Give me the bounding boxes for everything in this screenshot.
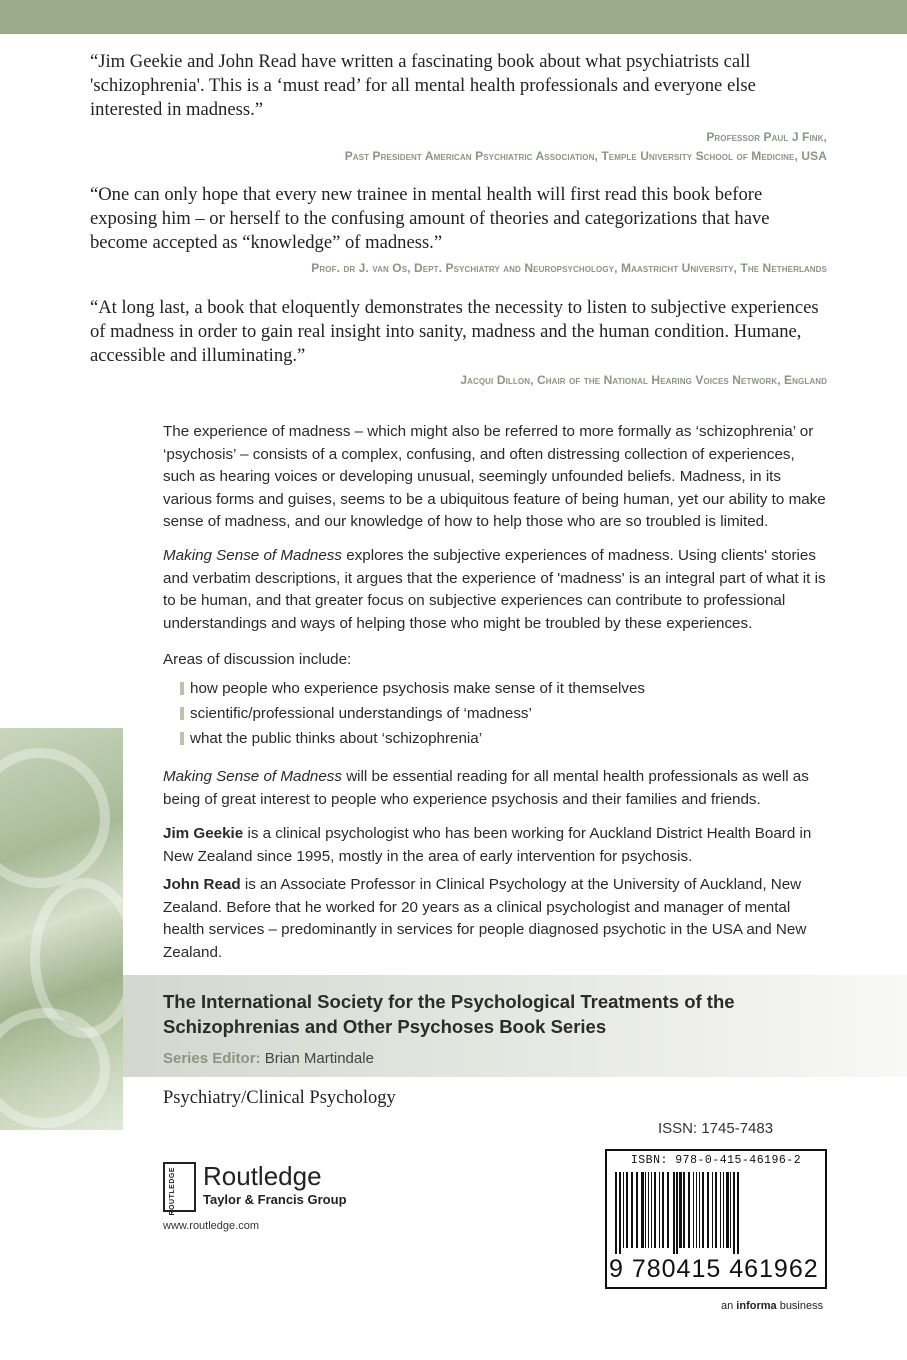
barcode-bar: [723, 1172, 724, 1248]
book-title-italic: Making Sense of Madness: [163, 768, 342, 785]
barcode-bars: [613, 1172, 821, 1254]
list-item: scientific/professional understandings of ‘madness’: [180, 701, 645, 726]
publisher-website: www.routledge.com: [163, 1220, 259, 1232]
top-color-band: [0, 0, 907, 34]
author-bio-2: John Read is an Associate Professor in Clinical Psychology at the University of Auckland, New Zealand. Before that he worked for 20 years as a clinical psychologist and manager of mental health services – predominantly in services for people diagnosed psychotic in the USA and New Zealand.: [163, 876, 807, 961]
author-name-2: John Read: [163, 876, 241, 893]
barcode-bar: [673, 1172, 675, 1254]
barcode-bar: [683, 1172, 685, 1248]
cover-artwork-strip: [0, 728, 123, 1130]
subject-category: Psychiatry/Clinical Psychology: [163, 1088, 396, 1108]
discussion-list: [180, 676, 645, 751]
barcode-bar: [641, 1172, 644, 1248]
barcode-bar: [715, 1172, 717, 1248]
book-title-italic: Making Sense of Madness: [163, 547, 342, 564]
areas-intro: Areas of discussion include:: [163, 651, 352, 668]
series-editor-label: Series Editor:: [163, 1050, 261, 1067]
barcode-bar: [726, 1172, 729, 1248]
isbn-label: ISBN: 978-0-415-46196-2: [630, 1154, 802, 1167]
publisher-logo: [163, 1161, 347, 1216]
barcode-bar: [645, 1172, 646, 1248]
barcode-bar: [626, 1172, 628, 1248]
review-quote-1: “Jim Geekie and John Read have written a fascinating book about what psychiatrists call 'schizophrenia'. This is a ‘must read’ for all mental health professionals and everyone else interested in madness.”: [90, 51, 756, 120]
barcode-bar: [623, 1172, 624, 1248]
isbn-digits: 9 780415 461962: [609, 1255, 819, 1283]
list-item: what the public thinks about ‘schizophrenia’: [180, 726, 645, 751]
bullet-marker: [180, 707, 184, 720]
description-paragraph-3: [163, 766, 828, 811]
review-attribution-2: Prof. dr J. van Os, Dept. Psychiatry and Neuropsychology, Maastricht University, The Netherlands: [311, 261, 827, 275]
barcode: [605, 1149, 827, 1289]
barcode-bar: [696, 1172, 697, 1248]
barcode-bar: [662, 1172, 664, 1248]
list-item: how people who experience psychosis make sense of it themselves: [180, 676, 645, 701]
informa-business: an informa business: [721, 1300, 824, 1312]
barcode-bar: [702, 1172, 704, 1248]
review-attribution-1-detail: Past President American Psychiatric Association, Temple University School of Medicine, USA: [344, 149, 827, 163]
publisher-name: Routledge: [203, 1161, 322, 1191]
publisher-group: Taylor & Francis Group: [203, 1192, 347, 1207]
series-editor: [163, 1050, 374, 1067]
barcode-bar: [688, 1172, 690, 1248]
author-name-1: Jim Geekie: [163, 825, 244, 842]
description-paragraph-1: The experience of madness – which might also be referred to more formally as ‘schizophrenia’ or ‘psychosis’ – consists of a complex, confusing, and often distressing collection of experiences, such as hearing voices or developing unusual, seemingly unfounded beliefs. Madness, in its various forms and guises, seems to be a ubiquitous feature of being human, yet our ability to make sense of madness, and our knowledge of how to help those who are so troubled is limited.: [163, 423, 826, 530]
bullet-marker: [180, 732, 184, 745]
barcode-bar: [659, 1172, 660, 1248]
barcode-bar: [737, 1172, 739, 1254]
author-bio-1: Jim Geekie is a clinical psychologist who has been working for Auckland District Health Board in New Zealand since 1995, mostly in the area of early intervention for psychosis.: [163, 825, 812, 865]
series-editor-name: Brian Martindale: [260, 1050, 374, 1067]
issn: ISSN: 1745-7483: [658, 1120, 774, 1137]
barcode-bar: [676, 1172, 678, 1254]
barcode-bar: [720, 1172, 721, 1248]
barcode-bar: [636, 1172, 638, 1248]
barcode-bar: [699, 1172, 700, 1248]
barcode-bar: [631, 1172, 633, 1248]
barcode-bar: [679, 1172, 682, 1248]
barcode-bar: [730, 1172, 731, 1248]
barcode-bar: [648, 1172, 649, 1248]
barcode-bar: [651, 1172, 652, 1248]
barcode-bar: [667, 1172, 669, 1248]
barcode-bar: [707, 1172, 709, 1248]
barcode-bar: [619, 1172, 621, 1254]
barcode-bar: [615, 1172, 617, 1254]
review-attribution-1-name: Professor Paul J Fink,: [706, 130, 827, 144]
description-paragraph-3-text: will be essential reading for all mental health professionals as well as being of great interest to people who experience psychosis and their families and friends.: [163, 768, 809, 808]
review-attribution-3: Jacqui Dillon, Chair of the National Hearing Voices Network, England: [460, 373, 827, 387]
bullet-marker: [180, 682, 184, 695]
barcode-bar: [693, 1172, 694, 1248]
barcode-bar: [654, 1172, 656, 1248]
barcode-bar: [712, 1172, 713, 1248]
series-title: The International Society for the Psychological Treatments of the Schizophrenias and Other Psychoses Book Series: [163, 991, 735, 1037]
review-quote-2: “One can only hope that every new trainee in mental health will first read this book before exposing him – or herself to the confusing amount of theories and categorizations that have become accepted as “knowledge” of madness.”: [90, 184, 770, 253]
review-quote-3: “At long last, a book that eloquently demonstrates the necessity to listen to subjective experiences of madness in order to gain real insight into sanity, madness and the human condition. Humane, accessible and illuminating.”: [90, 297, 819, 366]
description-paragraph-2-text: explores the subjective experiences of madness. Using clients' stories and verbatim descriptions, it argues that the experience of 'madness' is an integral part of what it is to be human, and that greater focus on subjective experiences can contribute to professional understandings and ways of helping those who might be troubled by these experiences.: [163, 547, 826, 632]
barcode-bar: [733, 1172, 735, 1254]
routledge-mark-icon: ROUTLEDGE: [163, 1162, 196, 1212]
description-paragraph-2: [163, 545, 828, 635]
